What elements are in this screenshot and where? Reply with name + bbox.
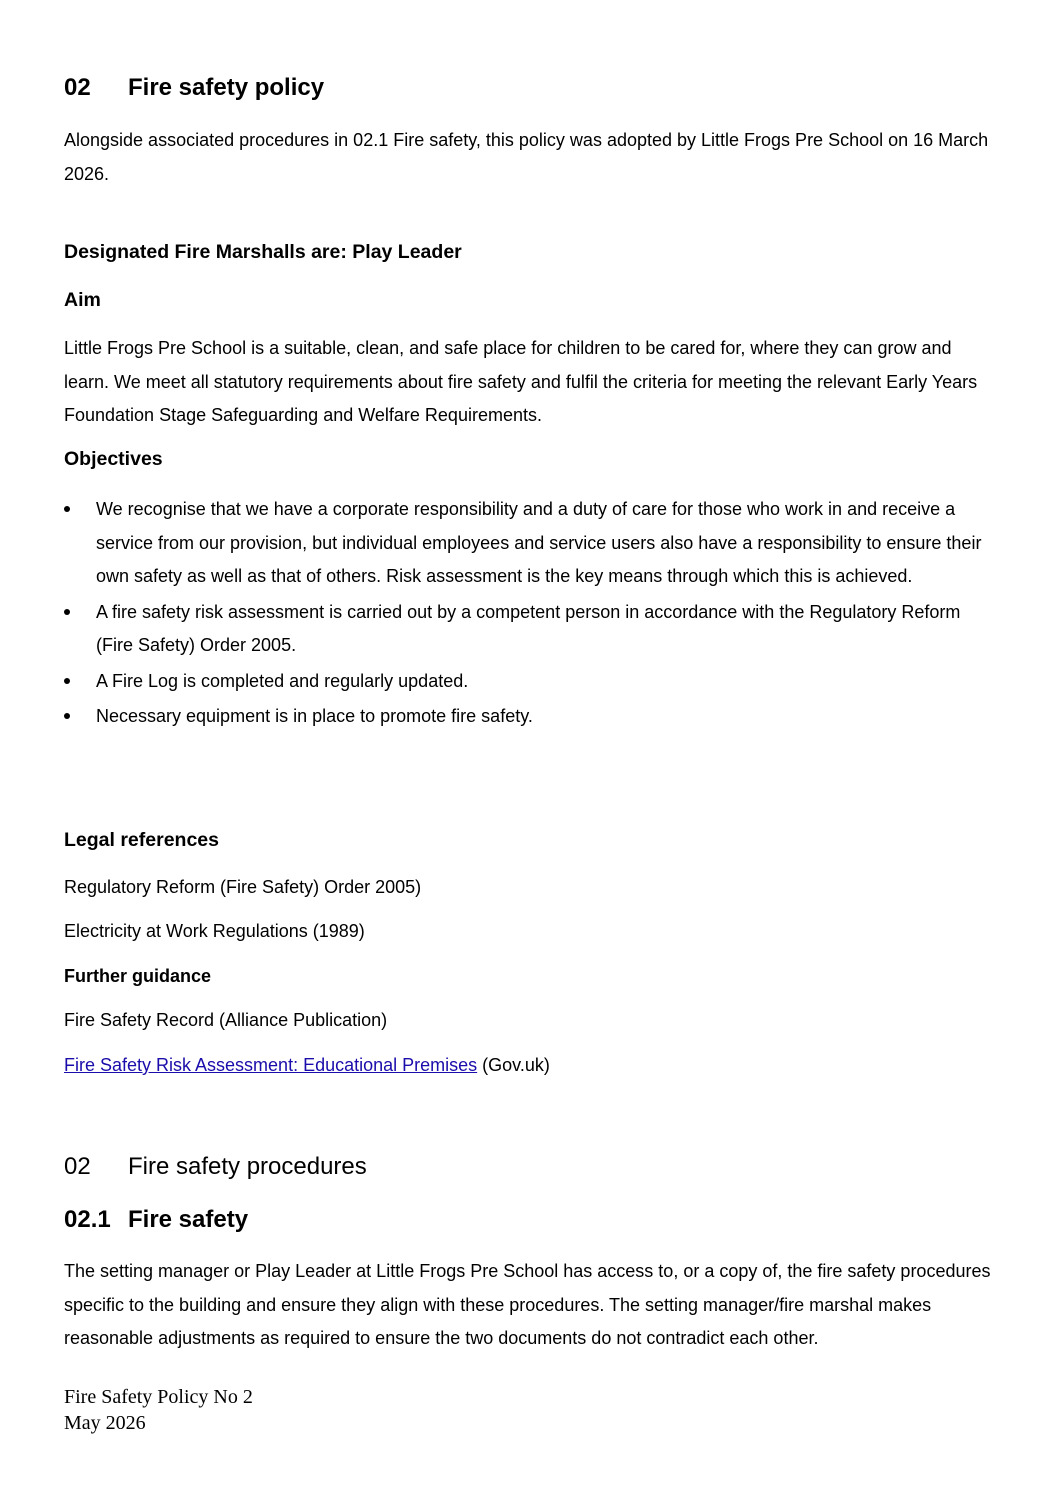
footer	[64, 1384, 253, 1436]
procedures-number: 02	[64, 1153, 91, 1180]
legal-ref-item: Electricity at Work Regulations (1989)	[64, 921, 365, 941]
section-number: 02.1	[64, 1206, 111, 1233]
policy-heading	[64, 74, 324, 102]
guidance-item: Fire Safety Record (Alliance Publication)	[64, 1010, 388, 1030]
policy-title: Fire safety policy	[128, 74, 325, 101]
guidance-link-source: (Gov.uk)	[477, 1055, 550, 1075]
guidance-link[interactable]: Fire Safety Risk Assessment: Educational Premises	[64, 1055, 478, 1075]
bullet-icon	[64, 609, 70, 615]
list-item	[64, 665, 999, 699]
legal-ref-item: Regulatory Reform (Fire Safety) Order 2005)	[64, 877, 422, 897]
section-heading	[64, 1206, 248, 1234]
policy-intro: Alongside associated procedures in 02.1 Fire safety, this policy was adopted by Little Frogs Pre School on 16 March 2026.	[64, 130, 989, 184]
bullet-icon	[64, 713, 70, 719]
marshalls-heading: Designated Fire Marshalls are: Play Leader	[64, 241, 462, 263]
footer-document-name: Fire Safety Policy No 2	[64, 1386, 253, 1408]
objectives-heading: Objectives	[64, 448, 163, 470]
procedures-text: The setting manager or Play Leader at Little Frogs Pre School has access to, or a copy of, the fire safety procedures specific to the building and ensure they align with these procedures. The setting manager/fire marshal makes reasonable adjustments as required to ensure the two documents do not contradict each other.	[64, 1261, 991, 1348]
aim-heading: Aim	[64, 289, 101, 311]
list-item-text: Necessary equipment is in place to promote fire safety.	[96, 706, 533, 726]
bullet-icon	[64, 506, 70, 512]
list-item	[64, 700, 999, 734]
bullet-icon	[64, 678, 70, 684]
objectives-list	[64, 493, 999, 736]
list-item-text: A Fire Log is completed and regularly updated.	[96, 670, 469, 691]
footer-date: May 2026	[64, 1412, 146, 1434]
list-item	[64, 493, 999, 594]
list-item-text: A fire safety risk assessment is carried out by a competent person in accordance with the Regulatory Reform (Fire Safety) Order 2005.	[96, 601, 961, 655]
guidance-link-line	[64, 1055, 550, 1076]
list-item-text: We recognise that we have a corporate responsibility and a duty of care for those who work in and receive a service from our provision, but individual employees and service users also have a responsibility to ensure their own safety as well as that of others. Risk assessment is the key means through which this is achieved.	[96, 499, 982, 586]
procedures-title: Fire safety procedures	[128, 1153, 367, 1180]
procedures-heading	[64, 1153, 367, 1181]
aim-text: Little Frogs Pre School is a suitable, clean, and safe place for children to be cared for, where they can grow and learn. We meet all statutory requirements about fire safety and fulfil the criteria for meeting the relevant Early Years Foundation Stage Safeguarding and Welfare Requirements.	[64, 338, 978, 425]
list-item	[64, 596, 999, 663]
guidance-heading: Further guidance	[64, 966, 212, 986]
legal-heading: Legal references	[64, 829, 220, 851]
section-title: Fire safety	[128, 1206, 249, 1233]
policy-number: 02	[64, 74, 91, 101]
